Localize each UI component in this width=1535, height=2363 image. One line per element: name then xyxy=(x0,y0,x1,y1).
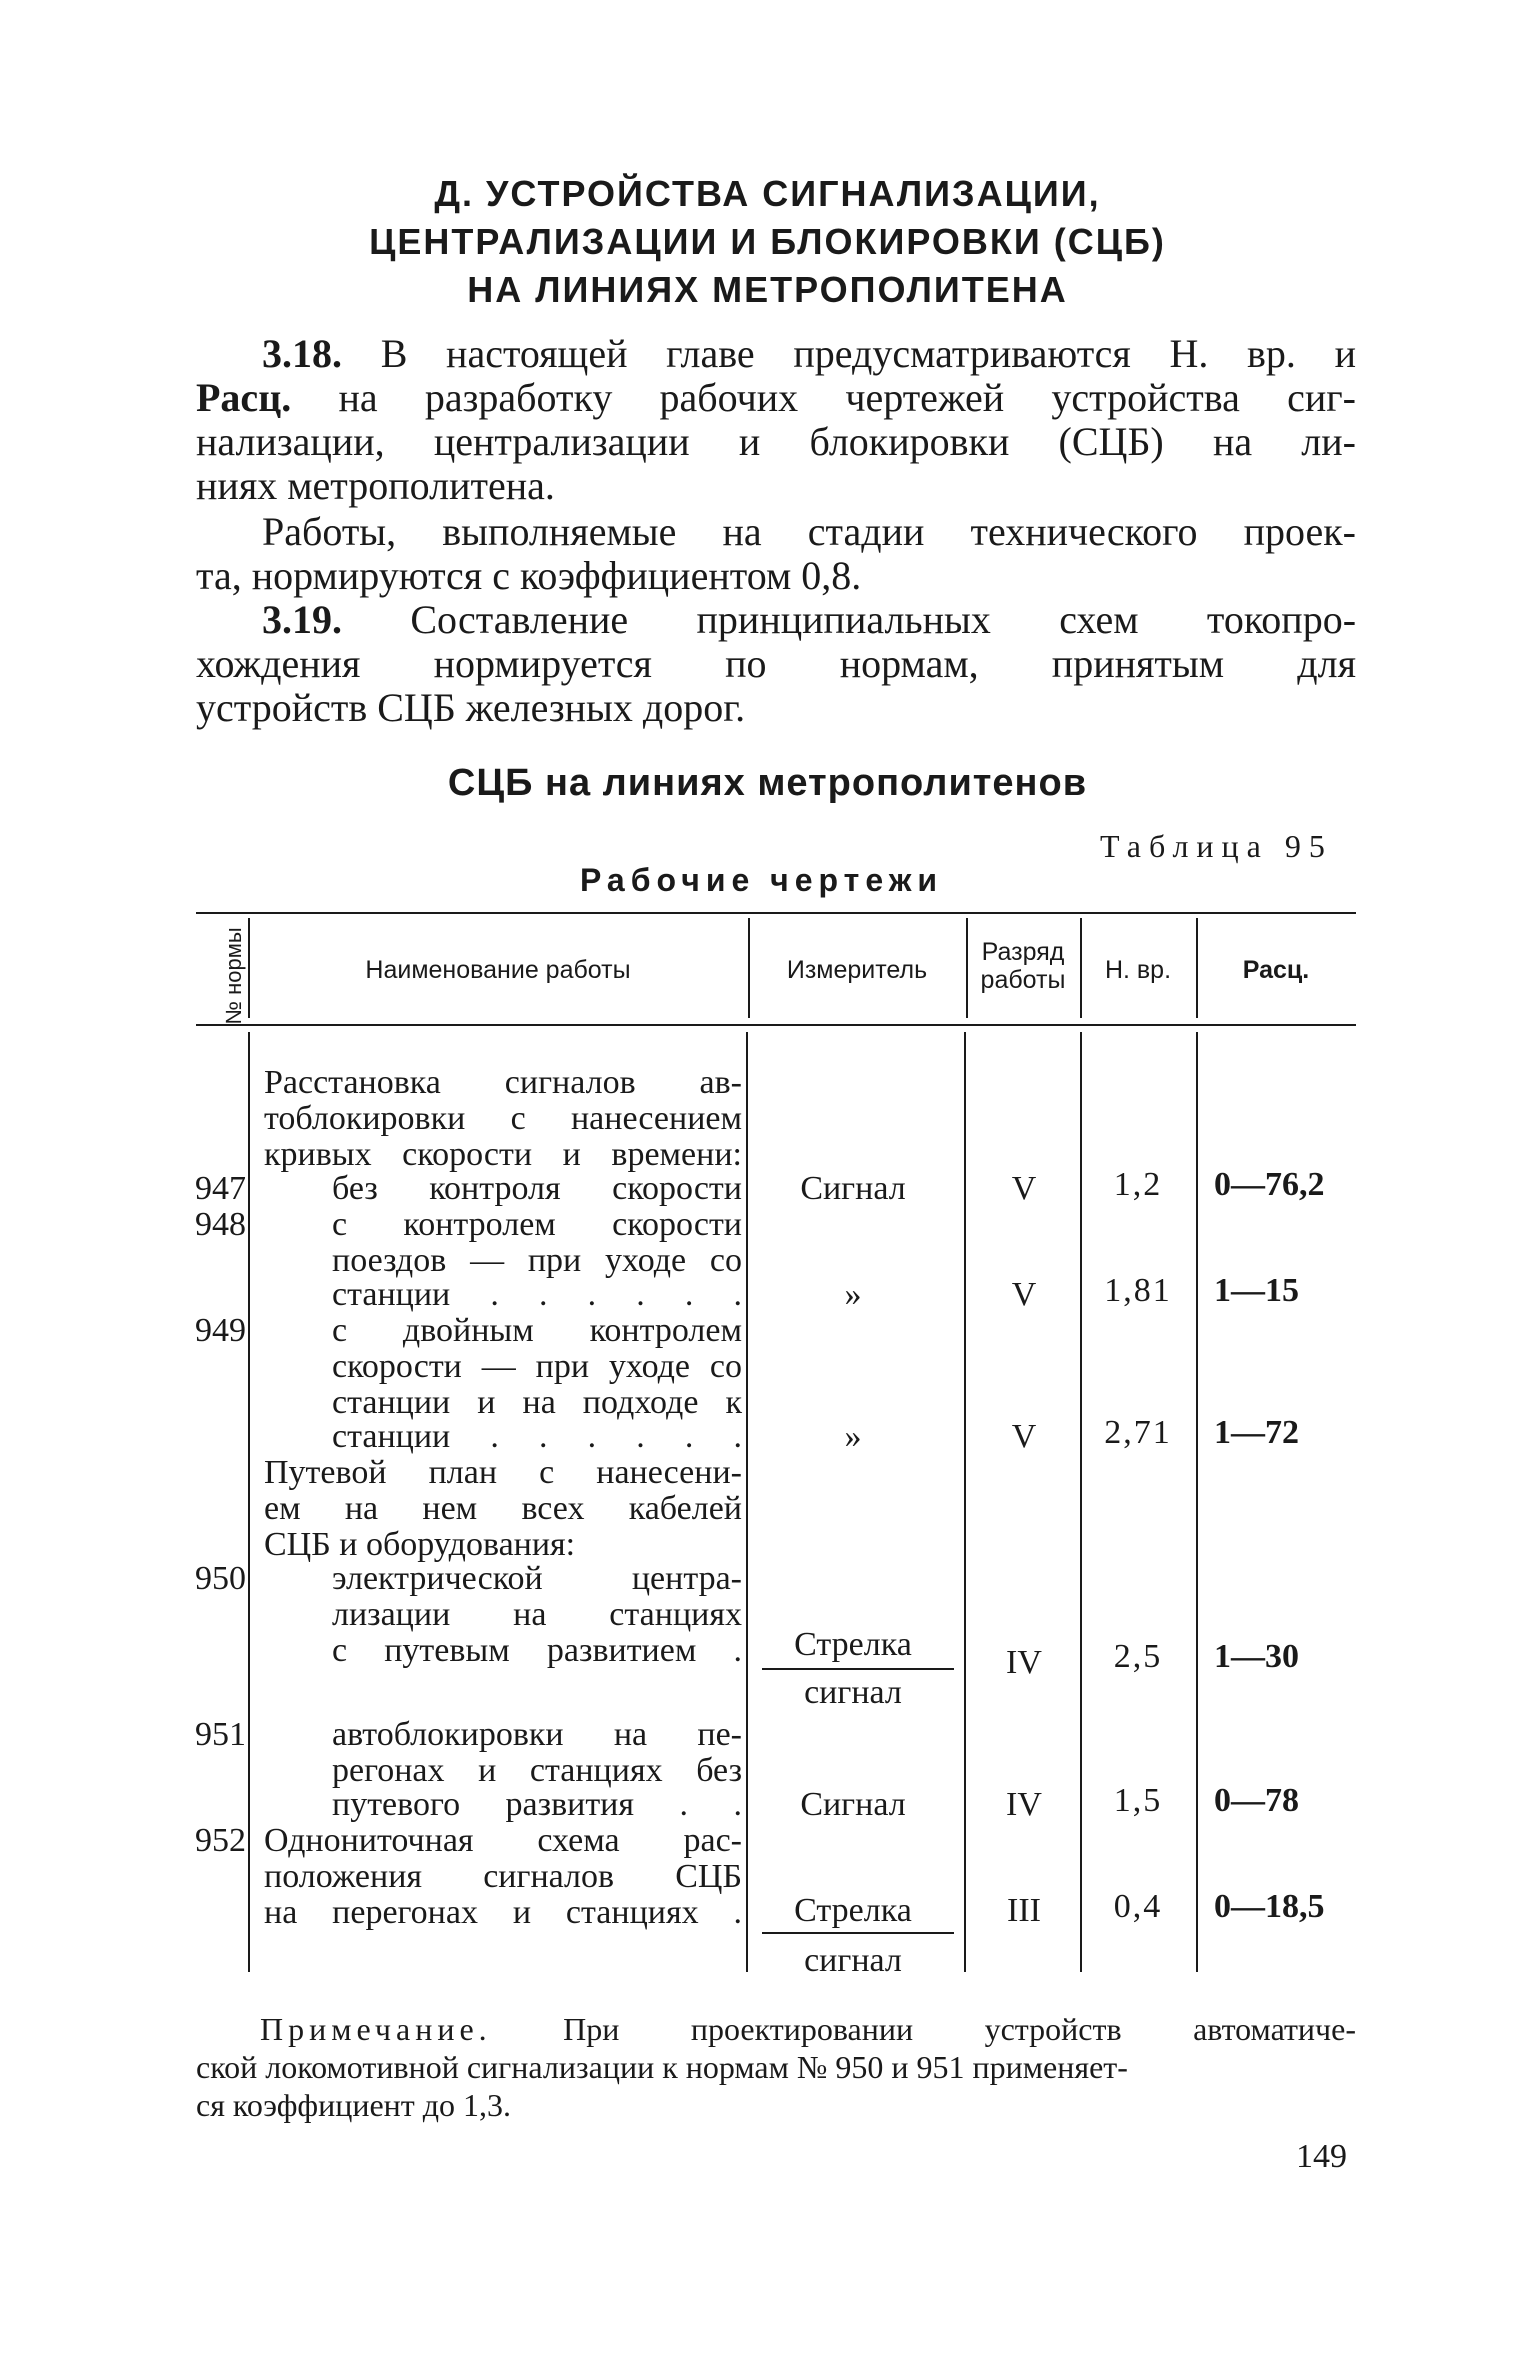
table-subtitle: Рабочие чертежи xyxy=(580,862,944,898)
para-3-18-line-3: нализации, централизации и блокировки (СЦБ) на ли- xyxy=(196,419,1356,464)
work-description-line: на перегонах и станциях . xyxy=(264,1894,742,1931)
work-description-line: электрической центра- xyxy=(332,1560,742,1597)
body-divider xyxy=(1196,1032,1198,1972)
work-description-line: Однониточная схема рас- xyxy=(264,1822,742,1859)
work-description-line: скорости — при уходе со xyxy=(332,1348,742,1385)
para-3-19-text-1: Составление принципиальных схем токопро- xyxy=(410,597,1357,642)
work-description-line: лизации на станциях xyxy=(332,1596,742,1633)
table-header-rule xyxy=(196,1024,1356,1026)
cost-cell: 1—30 xyxy=(1214,1638,1299,1675)
chapter-heading-line-1: Д. УСТРОЙСТВА СИГНАЛИЗАЦИИ, xyxy=(434,173,1101,214)
para-3-18-line-1 xyxy=(262,330,1356,377)
section-title: СЦБ на линиях метрополитенов xyxy=(447,762,1088,804)
work-description-line: положения сигналов СЦБ xyxy=(264,1858,742,1895)
norm-number: 948 xyxy=(195,1206,246,1243)
measure-cell-numerator: Стрелка xyxy=(794,1626,912,1663)
norm-number: 951 xyxy=(195,1716,246,1753)
body-divider xyxy=(248,1032,250,1972)
norm-number: 949 xyxy=(195,1312,246,1349)
work-description-line: СЦБ и оборудования: xyxy=(264,1526,576,1563)
work-description-line: поездов — при уходе со xyxy=(332,1242,742,1279)
cost-cell: 0—76,2 xyxy=(1214,1166,1325,1203)
fraction-rule xyxy=(762,1668,954,1670)
work-description-line: станции и на подходе к xyxy=(332,1384,742,1421)
work-description-line: ем на нем всех кабелей xyxy=(264,1490,742,1527)
hours-cell: 2,71 xyxy=(1104,1414,1172,1451)
table-label: Таблица 95 xyxy=(1100,828,1333,864)
para-2-line-2: та, нормируются с коэффициентом 0,8. xyxy=(196,553,862,598)
measure-cell-numerator: Стрелка xyxy=(794,1892,912,1929)
grade-cell: IV xyxy=(1006,1644,1042,1681)
page-number: 149 xyxy=(1296,2138,1347,2175)
work-description-line: с контролем скорости xyxy=(332,1206,742,1243)
para-3-18-text-1: В настоящей главе предусматриваются Н. вр. и xyxy=(380,331,1357,376)
work-description-line: путевого развития . . xyxy=(332,1786,742,1823)
para-3-19-line-2: хождения нормируется по нормам, принятым для xyxy=(196,641,1356,686)
cost-cell: 0—18,5 xyxy=(1214,1888,1325,1925)
work-description-line: без контроля скорости xyxy=(332,1170,742,1207)
measure-cell: » xyxy=(844,1418,862,1455)
para-2-line-1: Работы, выполняемые на стадии технического проек- xyxy=(262,509,1356,554)
footnote-text-1: При проектировании устройств автоматиче- xyxy=(563,2011,1357,2047)
measure-cell: Сигнал xyxy=(800,1786,906,1823)
work-description-line: тоблокировки с нанесением xyxy=(264,1100,742,1137)
para-3-18-line-2 xyxy=(196,374,1356,421)
work-description-line: станции . . . . . . xyxy=(332,1418,742,1455)
footnote-label: Примечание. xyxy=(260,2011,492,2047)
norm-number: 952 xyxy=(195,1822,246,1859)
header-work-name: Наименование работы xyxy=(365,956,631,984)
header-hours: Н. вр. xyxy=(1104,956,1172,984)
cost-cell: 0—78 xyxy=(1214,1782,1299,1819)
header-measure: Измеритель xyxy=(786,956,928,984)
work-description-line: с двойным контролем xyxy=(332,1312,742,1349)
norm-number: 950 xyxy=(195,1560,246,1597)
hours-cell: 1,5 xyxy=(1113,1782,1163,1819)
measure-cell-denominator: сигнал xyxy=(804,1942,902,1979)
work-description-line: Путевой план с нанесени- xyxy=(264,1454,742,1491)
header-cost: Расц. xyxy=(1242,956,1310,984)
work-description-line: Расстановка сигналов ав- xyxy=(264,1064,742,1101)
footnote xyxy=(196,2010,1357,2124)
para-3-18-text-2: на разработку рабочих чертежей устройства сиг- xyxy=(338,375,1356,420)
header-norm-number: № нормы xyxy=(221,927,246,1025)
body-divider xyxy=(964,1032,966,1972)
footnote-line-3: ся коэффициент до 1,3. xyxy=(196,2087,512,2123)
hours-cell: 1,81 xyxy=(1104,1272,1172,1309)
hours-cell: 0,4 xyxy=(1113,1888,1163,1925)
grade-cell: V xyxy=(1011,1276,1037,1313)
grade-cell: V xyxy=(1011,1418,1037,1455)
cost-cell: 1—15 xyxy=(1214,1272,1299,1309)
para-3-19-number: 3.19. xyxy=(262,597,342,642)
work-description-line: с путевым развитием . xyxy=(332,1632,742,1669)
fraction-rule xyxy=(762,1932,954,1934)
grade-cell: V xyxy=(1011,1170,1037,1207)
grade-cell: IV xyxy=(1006,1786,1042,1823)
work-description-line: станции . . . . . . xyxy=(332,1276,742,1313)
work-description-line: регонах и станциях без xyxy=(332,1752,742,1789)
footnote-line-1 xyxy=(260,2010,1356,2048)
para-3-18-line-4: ниях метрополитена. xyxy=(196,463,555,508)
work-description-line: кривых скорости и времени: xyxy=(264,1136,742,1173)
table-top-rule xyxy=(196,912,1356,914)
grade-cell: III xyxy=(1007,1892,1041,1929)
para-3-18-number: 3.18. xyxy=(262,331,342,376)
measure-cell: Сигнал xyxy=(800,1170,906,1207)
chapter-heading-line-2: ЦЕНТРАЛИЗАЦИИ И БЛОКИРОВКИ (СЦБ) xyxy=(369,221,1166,262)
chapter-heading-line-3: НА ЛИНИЯХ МЕТРОПОЛИТЕНА xyxy=(467,269,1068,310)
norm-number: 947 xyxy=(195,1170,246,1207)
para-3-19-line-3: устройств СЦБ железных дорог. xyxy=(196,685,746,730)
measure-cell-denominator: сигнал xyxy=(804,1674,902,1711)
para-3-18-bold-term: Расц. xyxy=(196,375,292,420)
measure-cell: » xyxy=(844,1276,862,1313)
hours-cell: 2,5 xyxy=(1113,1638,1163,1675)
para-3-19-line-1 xyxy=(262,596,1356,643)
hours-cell: 1,2 xyxy=(1113,1166,1163,1203)
footnote-line-2: ской локомотивной сигнализации к нормам № 950 и 951 применяет- xyxy=(196,2049,1128,2085)
work-description-line: автоблокировки на пе- xyxy=(332,1716,742,1753)
header-grade: Разряд работы xyxy=(980,938,1066,994)
cost-cell: 1—72 xyxy=(1214,1414,1299,1451)
